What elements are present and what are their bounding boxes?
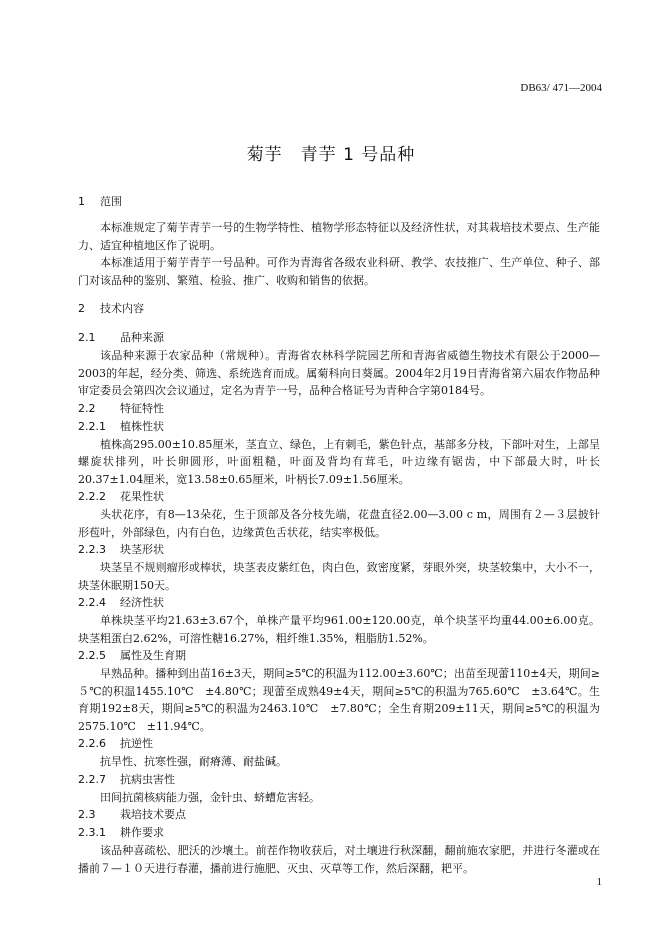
paragraph: 早熟品种。播种到出苗16±3天，期间≥5℃的积温为112.00±3.60℃；出苗至现蕾110±4天，期间≥５℃的积温1455.10℃ ±4.80℃；现蕾至成熟49±4天，期间≥5℃的积温为765.60℃ ±3.64℃。生育期192±8天，期间≥5℃的积温为2463.10℃ ±7.80℃；全生育期209±11天，期间≥5℃的积温为2575.10℃ ±11.94℃。 [78,667,600,733]
section-1-heading [78,192,600,212]
page-title: 菊芋 青芋 1 号品种 [246,145,416,165]
section-title: 栽培技术要点 [120,808,186,821]
section-title: 技术内容 [100,302,144,315]
paragraph: 本标准规定了菊芋青芋一号的生物学特性、植物学形态特征以及经济性状，对其栽培技术要点、生产能力、适宜种植地区作了说明。 [78,221,600,252]
section-title: 范围 [100,195,122,208]
paragraph: 植株高295.00±10.85厘米，茎直立、绿色，上有刺毛，紫色针点，基部多分枝，下部叶对生，上部呈螺旋状排列，叶长卵圆形，叶面粗糙，叶面及背均有茸毛，叶边缘有锯齿，中下部最大时，叶长20.37±1.04厘米，宽13.58±0.65厘米，叶柄长7.09±1.56厘米。 [78,437,600,486]
paragraph: 该品种喜疏松、肥沃的沙壤土。前茬作物收获后，对土壤进行秋深翻，翻前施农家肥，并进行冬灌或在播前７—１０天进行春灌，播前进行施肥、灭虫、灭草等工作，然后深翻，耙平。 [78,844,600,875]
section-number: 2.2 [78,401,96,415]
section-2-3-1-heading [78,824,600,842]
section-2-2-5-heading [78,647,600,665]
section-number: 2.3 [78,808,96,821]
section-2-2-heading [78,400,600,418]
section-title: 属性及生育期 [120,649,186,662]
section-number: 2.2.3 [78,543,106,556]
section-number: 2.2.1 [78,419,106,433]
section-number: 2.3.1 [78,826,106,839]
section-title: 植株性状 [120,419,164,433]
section-number: 2 [78,302,85,315]
paragraph: 该品种来源于农家品种（常规种）。青海省农林科学院园艺所和青海省威德生物技术有限公于2000—2003的年起，经分类、筛选、系统选育而成。属菊科向日葵属。2004年2月19日青海省第六届农作物品种审定委员会第四次会议通过，定名为青芋一号，品种合格证号为青种合字第0184号。 [78,349,600,397]
paragraph: 块茎呈不规则瘤形或棒状，块茎表皮紫红色，肉白色，致密度紧，芽眼外突，块茎较集中，大小不一，块茎休眠期150天。 [78,561,600,592]
section-number: 2.2.2 [78,490,106,503]
section-title: 块茎形状 [120,543,164,556]
section-number: 2.1 [78,331,96,344]
document-body [78,192,600,877]
section-2-2-4-heading [78,594,600,612]
section-2-2-1-heading [78,418,600,436]
section-2-3-heading [78,806,600,824]
section-title: 经济性状 [120,596,164,609]
standard-number: DB63/ 471—2004 [520,82,602,94]
paragraph: 单株块茎平均21.63±3.67个，单株产量平均961.00±120.00克，单个块茎平均重44.00±6.00克。块茎粗蛋白2.62%，可溶性糖16.27%，粗纤维1.35%，粗脂肪1.52%。 [78,614,600,645]
section-number: 1 [78,195,85,208]
section-title: 品种来源 [120,331,164,344]
paragraph: 田间抗菌核病能力强，金针虫、蛴螬危害轻。 [100,790,320,804]
section-number: 2.2.4 [78,596,106,609]
section-number: 2.2.5 [78,649,106,662]
section-number: 2.2.7 [78,772,106,786]
section-2-2-2-heading [78,488,600,506]
section-title: 耕作要求 [120,826,164,839]
page-number: 1 [596,876,602,888]
section-2-heading [78,299,600,319]
section-2-2-3-heading [78,541,600,559]
section-title: 花果性状 [120,490,164,503]
paragraph: 本标准适用于菊芋青芋一号品种。可作为青海省各级农业科研、教学、农技推广、生产单位、种子、部门对该品种的鉴别、繁殖、检验、推广、收购和销售的依据。 [78,256,600,287]
section-2-2-7-heading [78,771,600,789]
section-2-1-heading [78,329,600,347]
paragraph: 抗旱性、抗寒性强，耐瘠薄、耐盐碱。 [100,755,287,768]
section-title: 特征特性 [120,401,164,415]
section-title: 抗逆性 [120,737,153,750]
paragraph: 头状花序，有8—13朵花，生于顶部及各分枝先端，花盘直径2.00—3.00 c m，周围有２—３层披针形苞叶，外部绿色，内有白色，边缘黄色舌状花，结实率极低。 [78,508,600,539]
section-title: 抗病虫害性 [120,772,175,786]
section-2-2-6-heading [78,735,600,753]
section-number: 2.2.6 [78,737,106,750]
